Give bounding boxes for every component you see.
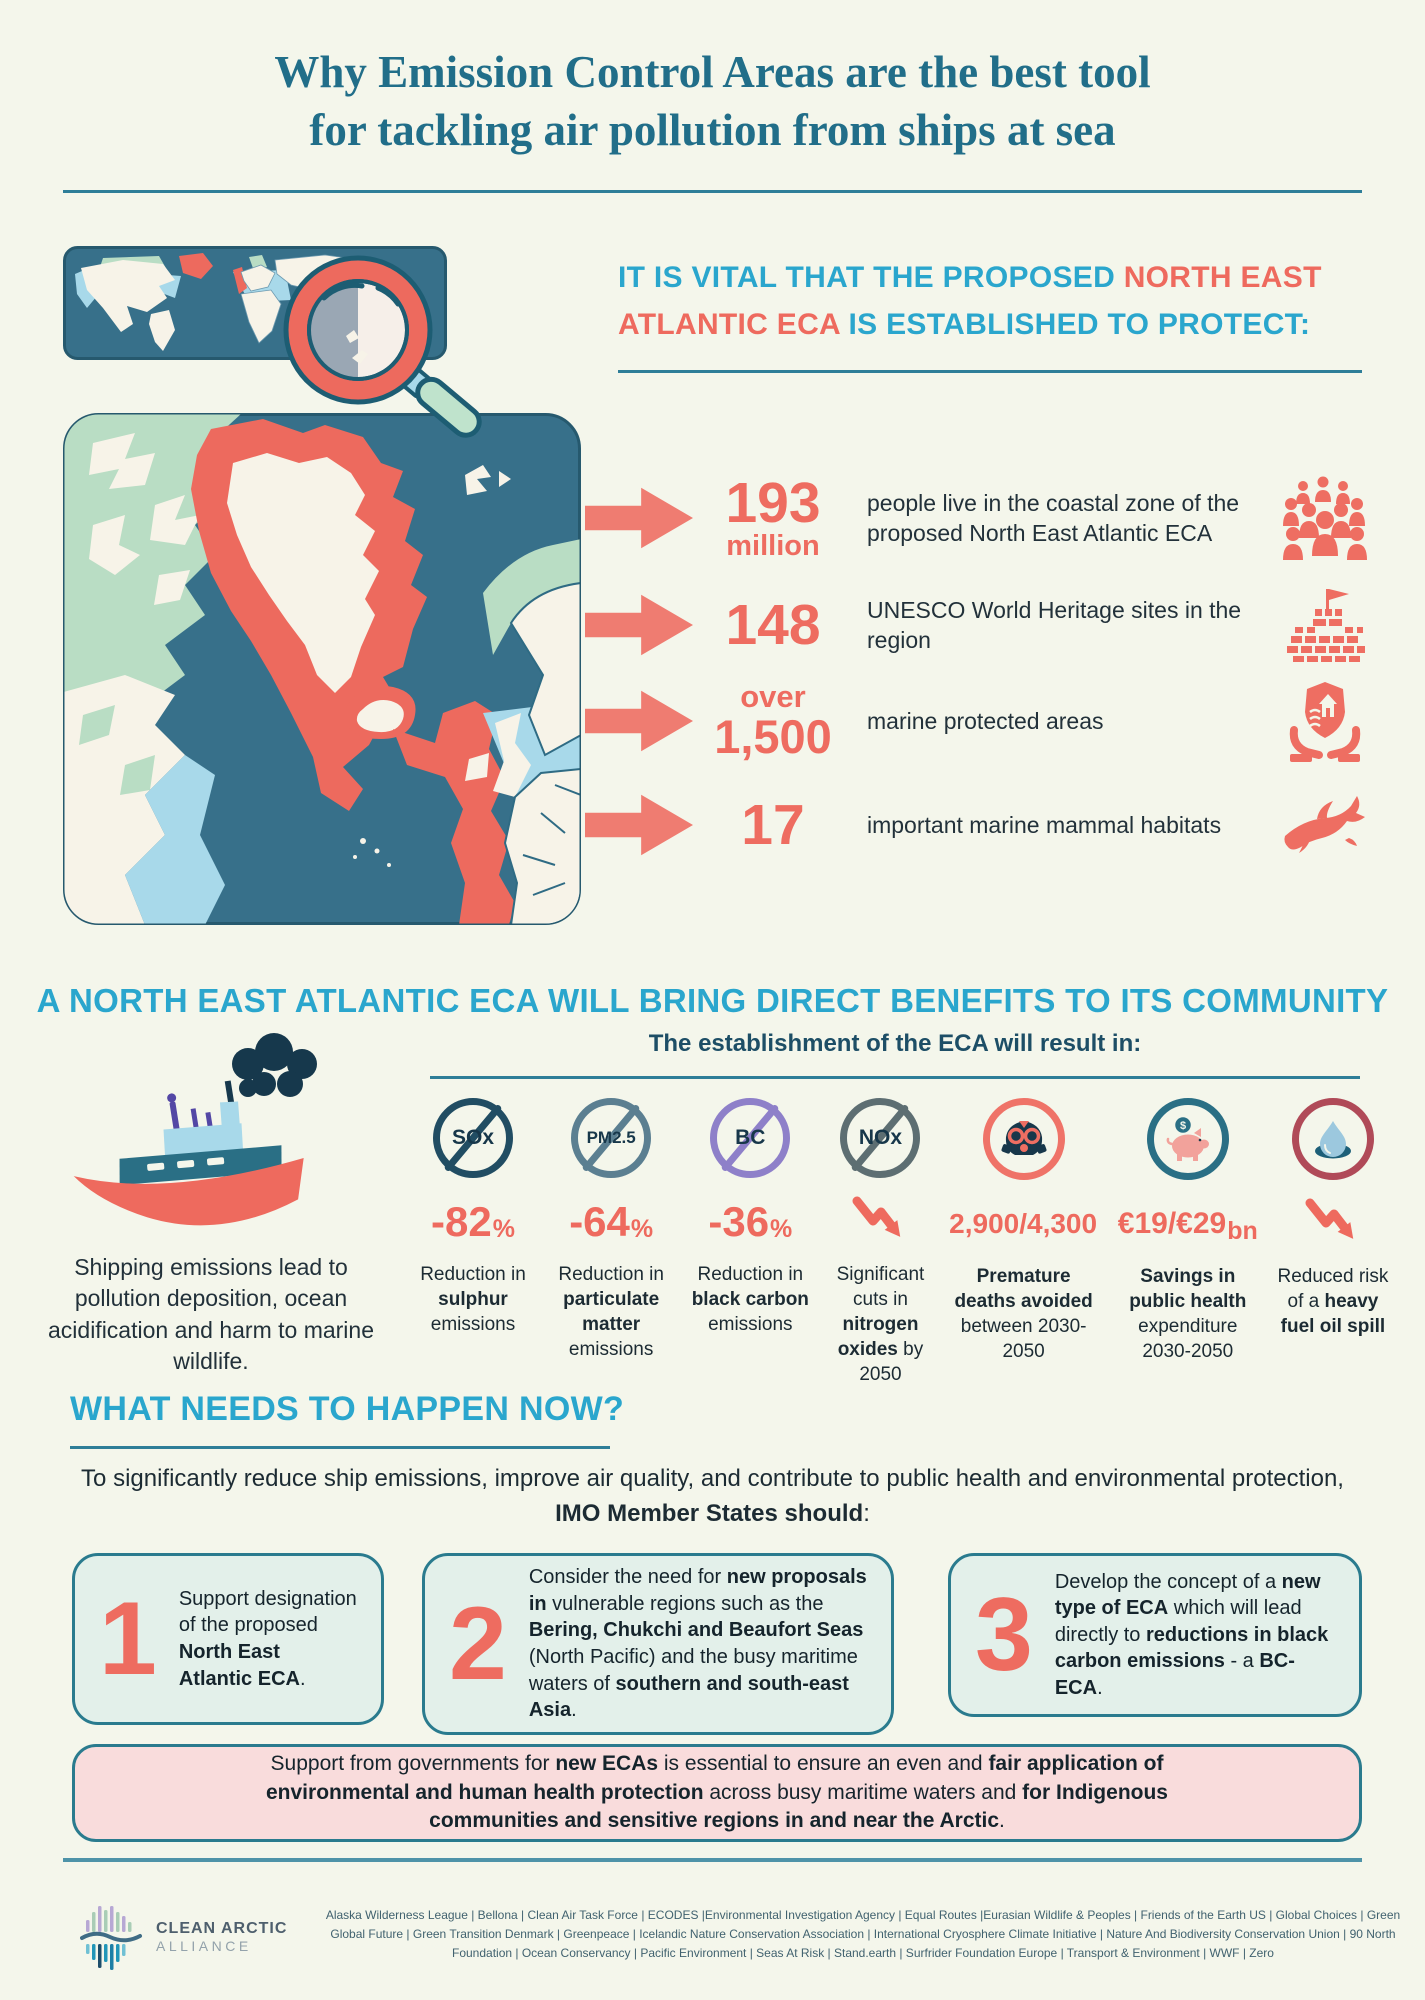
now-divider xyxy=(70,1446,610,1449)
benefit-value: €19/€29 bn xyxy=(1117,1207,1258,1245)
support-note-text: Support from governments for new ECAs is essential to ensure an even and fair application of environmental and human health protection across busy maritime waters and for Indigenous communities and sensitive regions in and near the Arctic. xyxy=(266,1751,1168,1833)
logo-name-line2: ALLIANCE xyxy=(156,1938,252,1954)
benefit-label: Reduced risk of a heavy fuel oil spill xyxy=(1277,1266,1389,1338)
right-arrow-icon xyxy=(585,789,693,861)
step-text: Support designation of the proposed North East Atlantic ECA. xyxy=(178,1587,357,1690)
downward-trend-icon xyxy=(851,1194,909,1250)
step-number: 1 xyxy=(99,1580,157,1697)
ship-illustration xyxy=(52,1028,368,1250)
protect-heading-line2: ATLANTIC ECA IS ESTABLISHED TO PROTECT: xyxy=(618,307,1311,341)
benefit-label: Premature deaths avoided between 2030-2050 xyxy=(954,1266,1093,1363)
water-drop-icon xyxy=(1292,1098,1374,1180)
benefit-label: Reduction in black carbon emissions xyxy=(691,1264,809,1336)
gas-mask-icon xyxy=(983,1098,1065,1180)
stat-value: 148 xyxy=(725,592,821,657)
protect-heading-line1: IT IS VITAL THAT THE PROPOSED NORTH EAST xyxy=(618,261,1322,294)
footer-divider xyxy=(63,1858,1362,1862)
no-nox-icon: NOx xyxy=(840,1098,920,1178)
stat-value: 17 xyxy=(741,792,805,857)
step-text: Consider the need for new proposals in vulnerable regions such as the Bering, Chukchi and Beaufort Seas (North Pacific) and the busy maritime waters of southern and south-east Asia. xyxy=(528,1566,867,1722)
heritage-fort-icon xyxy=(1275,583,1375,667)
protect-divider xyxy=(618,370,1362,373)
stat-value: 193 million xyxy=(725,471,821,563)
step-number: 3 xyxy=(975,1576,1033,1693)
stat-row-unesco xyxy=(585,578,1375,672)
benefit-nox xyxy=(825,1098,935,1387)
member-organisations-list: Alaska Wilderness League | Bellona | Clean Air Task Force | ECODES |Environmental Investigation Agency | Equal Routes |Eurasian Wildlife & Peoples | Friends of the Earth US | Global Choices | Green Global Future | Green Transition Denmark | Greenpeace | Icelandic Nature Conservation Association | International Cryosphere Climate Initiative | Nature And Biodiversity Conservation Union | 90 North Foundation | Ocean Conservancy | Pacific Environment | Seas At Risk | Stand.earth | Surfrider Foundation Europe | Transport & Environment | WWF | Zero xyxy=(325,1908,1401,1961)
benefit-value: -82 % xyxy=(431,1198,515,1245)
benefit-black-carbon xyxy=(684,1098,816,1387)
benefit-columns xyxy=(408,1098,1393,1387)
action-box-3 xyxy=(948,1553,1362,1717)
benefit-pm25 xyxy=(547,1098,675,1387)
stat-description: marine protected areas xyxy=(867,707,1104,734)
benefit-premature-deaths xyxy=(945,1098,1103,1387)
logo-name-line1: CLEAN ARCTIC xyxy=(156,1920,288,1937)
logo-bars-icon xyxy=(80,1900,144,1974)
ship-caption: Shipping emissions lead to pollution deposition, ocean acidification and harm to marine wildlife. xyxy=(48,1254,374,1374)
benefit-label: Reduction in particulate matter emissions xyxy=(558,1264,664,1361)
people-crowd-icon xyxy=(1275,472,1375,564)
eca-result-heading: The establishment of the ECA will result in: xyxy=(648,1030,1142,1057)
now-heading: WHAT NEEDS TO HAPPEN NOW? xyxy=(70,1390,625,1428)
benefits-divider xyxy=(430,1076,1360,1079)
step-number: 2 xyxy=(449,1585,507,1702)
stat-description: important marine mammal habitats xyxy=(867,811,1222,838)
stat-value: over 1,500 xyxy=(714,679,832,763)
right-arrow-icon xyxy=(585,589,693,661)
benefit-value: -36 % xyxy=(708,1198,793,1245)
benefit-value: 2,900/4,300 xyxy=(949,1208,1098,1239)
action-box-1 xyxy=(72,1553,384,1725)
header-divider xyxy=(63,190,1362,193)
stat-description: people live in the coastal zone of the proposed North East Atlantic ECA xyxy=(867,489,1240,546)
benefit-oil-spill xyxy=(1273,1098,1393,1387)
protect-heading xyxy=(618,255,1378,348)
support-note xyxy=(72,1744,1362,1842)
page-title-line2: for tackling air pollution from ships at sea xyxy=(309,104,1116,155)
stat-row-mammal-habitats xyxy=(585,782,1375,868)
now-intro-line2: IMO Member States should: xyxy=(555,1499,870,1527)
right-arrow-icon xyxy=(585,685,693,757)
no-pm25-icon: PM2.5 xyxy=(571,1098,651,1178)
downward-trend-icon xyxy=(1304,1196,1362,1252)
piggy-bank-icon xyxy=(1147,1098,1229,1180)
benefit-label: Significant cuts in nitrogen oxides by 2050 xyxy=(836,1264,925,1386)
clean-arctic-alliance-logo xyxy=(80,1900,315,1974)
hands-shield-icon xyxy=(1275,678,1375,764)
benefit-health-savings xyxy=(1112,1098,1264,1387)
benefit-value: -64 % xyxy=(569,1198,654,1245)
north-east-atlantic-map xyxy=(63,413,581,925)
benefit-label: Savings in public health expenditure 2030-2050 xyxy=(1129,1266,1247,1363)
no-bc-icon: BC xyxy=(710,1098,790,1178)
no-sox-icon: SOx xyxy=(433,1098,513,1178)
stat-description: UNESCO World Heritage sites in the region xyxy=(867,596,1242,653)
stat-row-protected-areas xyxy=(585,672,1375,770)
now-intro xyxy=(0,1462,1425,1532)
stat-row-population xyxy=(585,462,1375,574)
logo-wordmark xyxy=(156,1920,287,1954)
step-text: Develop the concept of a new type of ECA which will lead directly to reductions in black carbon emissions - a BC-ECA. xyxy=(1054,1570,1329,1699)
action-box-2 xyxy=(422,1553,894,1735)
benefit-sox xyxy=(408,1098,538,1387)
svg-text:$: $ xyxy=(1179,1120,1186,1132)
dolphin-icon xyxy=(1275,786,1375,864)
right-arrow-icon xyxy=(585,482,693,554)
page-title xyxy=(0,44,1425,159)
magnifier-icon xyxy=(266,238,486,462)
benefit-label: Reduction in sulphur emissions xyxy=(420,1264,526,1336)
benefits-heading: A NORTH EAST ATLANTIC ECA WILL BRING DIRECT BENEFITS TO ITS COMMUNITY xyxy=(36,982,1389,1019)
page-title-line1: Why Emission Control Areas are the best tool xyxy=(274,47,1151,97)
now-intro-line1: To significantly reduce ship emissions, improve air quality, and contribute to public health and environmental protection, xyxy=(81,1465,1344,1492)
